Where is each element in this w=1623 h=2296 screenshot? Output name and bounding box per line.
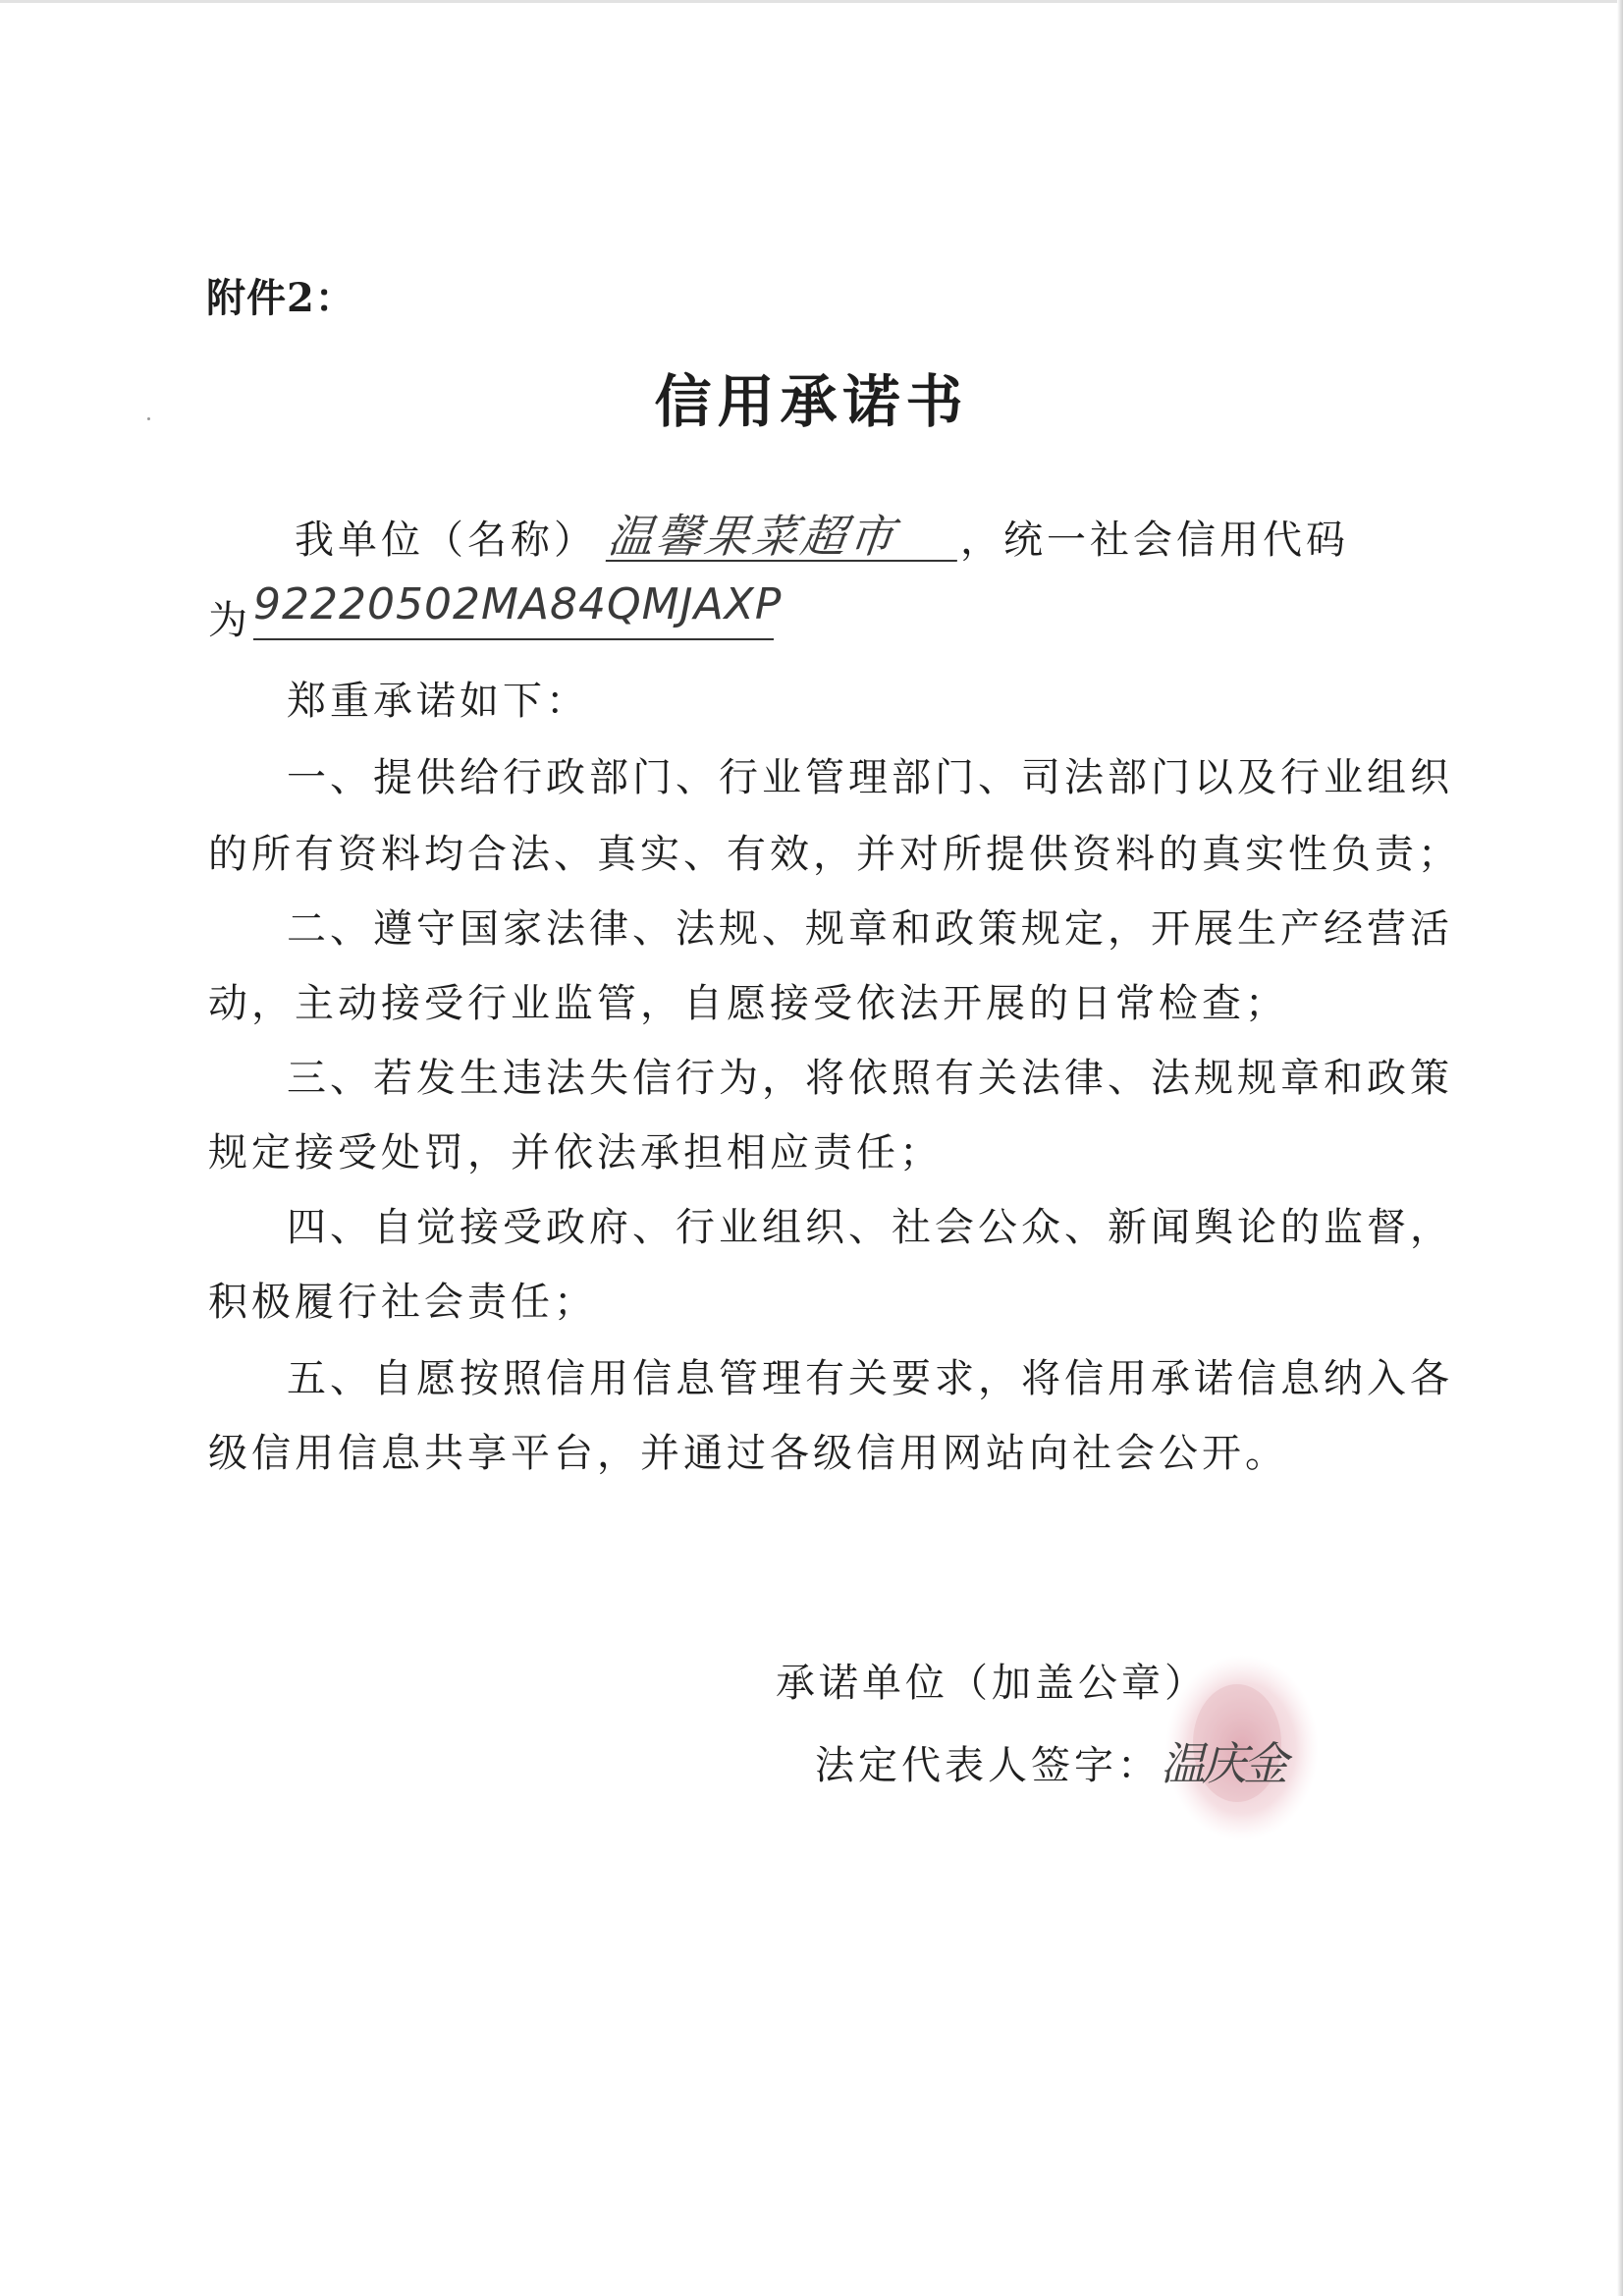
- legal-rep-signature: 温庆金: [1161, 1737, 1284, 1790]
- item-4-line2: 积极履行社会责任；: [208, 1280, 597, 1325]
- item-2-line2: 动，主动接受行业监管，自愿接受依法开展的日常检查；: [208, 981, 1288, 1026]
- item-1-line1: 一、提供给行政部门、行业管理部门、司法部门以及行业组织: [287, 755, 1453, 800]
- intro-middle: ，统一社会信用代码: [960, 518, 1349, 563]
- unit-name-handwritten: 温馨果菜超市: [606, 501, 964, 562]
- item-5-line1: 五、自愿按照信用信息管理有关要求，将信用承诺信息纳入各: [287, 1356, 1453, 1401]
- item-3-line2: 规定接受处罚，并依法承担相应责任；: [208, 1130, 943, 1175]
- item-1-line2: 的所有资料均合法、真实、有效，并对所提供资料的真实性负责；: [208, 832, 1461, 877]
- item-3-line1: 三、若发生违法失信行为，将依照有关法律、法规规章和政策: [287, 1056, 1453, 1101]
- commitment-unit-label: 承诺单位（加盖公章）: [776, 1661, 1208, 1706]
- item-4-line1: 四、自觉接受政府、行业组织、社会公众、新闻舆论的监督，: [287, 1205, 1453, 1250]
- intro-line2-prefix: 为: [208, 598, 251, 643]
- item-2-line1: 二、遵守国家法律、法规、规章和政策规定，开展生产经营活: [287, 906, 1453, 952]
- pledge-lead: 郑重承诺如下：: [287, 679, 589, 724]
- page-title: 信用承诺书: [654, 368, 969, 435]
- scan-top-edge: [0, 0, 1623, 3]
- item-5-line2: 级信用信息共享平台，并通过各级信用网站向社会公开。: [208, 1431, 1288, 1476]
- credit-code-handwritten: 92220502MA84QMJAXP: [253, 579, 774, 640]
- attachment-label: 附件2：: [206, 275, 355, 321]
- intro-prefix: 我单位（名称）: [295, 518, 597, 563]
- legal-rep-label: 法定代表人签字：: [815, 1743, 1161, 1788]
- scan-right-edge: [1617, 0, 1623, 2296]
